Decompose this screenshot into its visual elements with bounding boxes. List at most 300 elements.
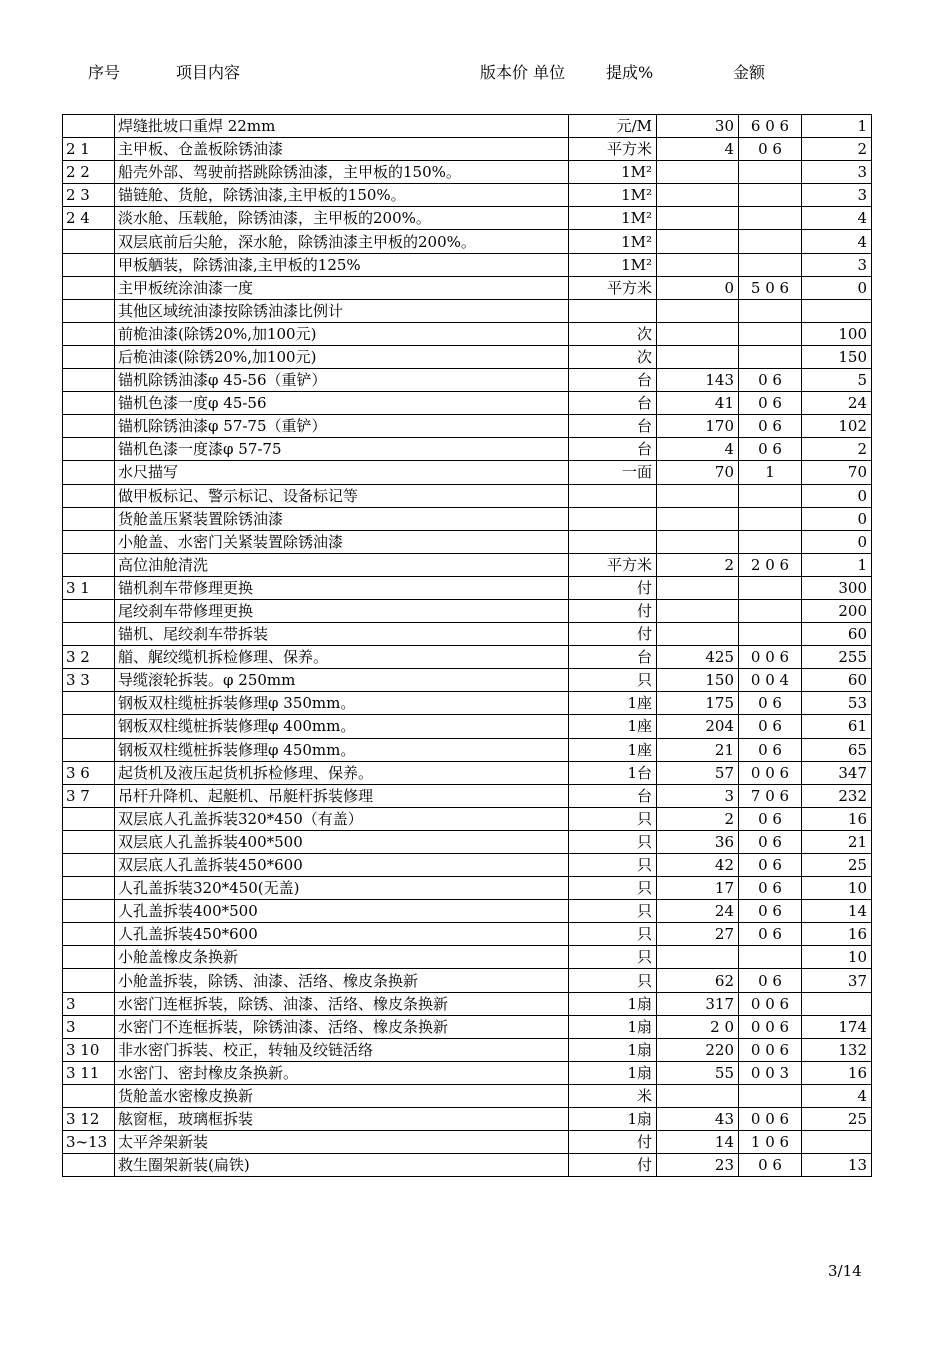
row-item: 锚机色漆一度φ 45-56 (115, 392, 569, 415)
row-amount: 65 (802, 738, 872, 761)
row-item: 人孔盖拆装400*500 (115, 900, 569, 923)
row-seq: 3 7 (63, 784, 115, 807)
row-item: 钢板双柱缆桩拆装修理φ 350mm。 (115, 692, 569, 715)
row-rate (739, 253, 802, 276)
row-rate: 0 6 (739, 854, 802, 877)
row-price (657, 576, 739, 599)
row-seq (63, 484, 115, 507)
row-item: 双层底人孔盖拆装320*450（有盖） (115, 807, 569, 830)
row-item: 高位油舱清洗 (115, 553, 569, 576)
row-amount: 102 (802, 415, 872, 438)
row-amount: 60 (802, 623, 872, 646)
row-amount: 16 (802, 1061, 872, 1084)
row-price (657, 207, 739, 230)
row-amount: 1 (802, 115, 872, 138)
row-rate: 1 0 6 (739, 1131, 802, 1154)
row-unit: 台 (569, 784, 657, 807)
row-item: 水密门连框拆装，除锈、油漆、活络、橡皮条换新 (115, 992, 569, 1015)
row-seq (63, 599, 115, 622)
row-seq (63, 438, 115, 461)
row-amount: 14 (802, 900, 872, 923)
row-unit: 1M² (569, 161, 657, 184)
row-unit: 1座 (569, 715, 657, 738)
row-price: 4 (657, 138, 739, 161)
row-rate (739, 623, 802, 646)
row-price (657, 299, 739, 322)
row-seq (63, 553, 115, 576)
row-amount: 3 (802, 184, 872, 207)
row-item: 水密门、密封橡皮条换新。 (115, 1061, 569, 1084)
row-seq: 2 3 (63, 184, 115, 207)
header-seq: 序号 (88, 63, 121, 82)
table-row (63, 438, 872, 461)
row-amount: 25 (802, 1108, 872, 1131)
row-amount: 347 (802, 761, 872, 784)
row-rate (739, 946, 802, 969)
row-unit: 米 (569, 1084, 657, 1107)
row-item: 人孔盖拆装450*600 (115, 923, 569, 946)
row-unit: 次 (569, 322, 657, 345)
row-unit: 付 (569, 576, 657, 599)
row-rate: 0 6 (739, 900, 802, 923)
row-amount (802, 992, 872, 1015)
row-amount (802, 299, 872, 322)
row-item: 起货机及液压起货机拆检修理、保养。 (115, 761, 569, 784)
row-rate (739, 299, 802, 322)
row-rate (739, 184, 802, 207)
row-item: 双层底前后尖舱，深水舱，除锈油漆主甲板的200%。 (115, 230, 569, 253)
row-price: 175 (657, 692, 739, 715)
row-unit: 只 (569, 900, 657, 923)
table-row (63, 946, 872, 969)
row-unit: 1M² (569, 184, 657, 207)
row-seq: 3 11 (63, 1061, 115, 1084)
row-seq: 3 (63, 1015, 115, 1038)
table-row (63, 161, 872, 184)
row-item: 锚机、尾绞刹车带拆装 (115, 623, 569, 646)
row-price: 150 (657, 669, 739, 692)
table-row (63, 1038, 872, 1061)
row-unit: 平方米 (569, 138, 657, 161)
row-rate: 0 6 (739, 807, 802, 830)
row-unit: 1台 (569, 761, 657, 784)
row-rate (739, 230, 802, 253)
row-seq: 3 6 (63, 761, 115, 784)
row-price: 3 (657, 784, 739, 807)
page-number: 3/14 (828, 1262, 862, 1280)
row-seq (63, 415, 115, 438)
row-unit (569, 507, 657, 530)
row-item: 水尺描写 (115, 461, 569, 484)
row-item: 小舱盖拆装，除锈、油漆、活络、橡皮条换新 (115, 969, 569, 992)
row-item: 其他区域统油漆按除锈油漆比例计 (115, 299, 569, 322)
row-price (657, 484, 739, 507)
row-price: 425 (657, 646, 739, 669)
row-amount: 16 (802, 923, 872, 946)
row-item: 导缆滚轮拆装。φ 250mm (115, 669, 569, 692)
row-seq (63, 299, 115, 322)
row-amount: 10 (802, 877, 872, 900)
table-row (63, 623, 872, 646)
row-item: 货舱盖水密橡皮换新 (115, 1084, 569, 1107)
row-rate: 1 (739, 461, 802, 484)
row-seq (63, 530, 115, 553)
row-item: 艏、艉绞缆机拆检修理、保养。 (115, 646, 569, 669)
row-seq (63, 345, 115, 368)
header-rate: 提成% (606, 63, 654, 82)
row-unit: 1扇 (569, 1061, 657, 1084)
row-amount: 3 (802, 253, 872, 276)
row-price: 62 (657, 969, 739, 992)
row-unit: 付 (569, 623, 657, 646)
row-price: 2 0 (657, 1015, 739, 1038)
row-price (657, 623, 739, 646)
table-row (63, 738, 872, 761)
row-item: 非水密门拆装、校正，转轴及绞链活络 (115, 1038, 569, 1061)
row-seq (63, 623, 115, 646)
row-amount: 13 (802, 1154, 872, 1177)
row-item: 小舱盖橡皮条换新 (115, 946, 569, 969)
row-unit: 只 (569, 807, 657, 830)
row-amount: 5 (802, 369, 872, 392)
row-item: 前桅油漆(除锈20%,加100元) (115, 322, 569, 345)
row-rate (739, 576, 802, 599)
row-rate: 0 0 6 (739, 1108, 802, 1131)
table-row (63, 830, 872, 853)
table-row (63, 345, 872, 368)
row-rate: 0 0 4 (739, 669, 802, 692)
row-price (657, 345, 739, 368)
row-unit: 1M² (569, 207, 657, 230)
row-item: 主甲板、仓盖板除锈油漆 (115, 138, 569, 161)
row-item: 双层底人孔盖拆装450*600 (115, 854, 569, 877)
row-rate (739, 1084, 802, 1107)
row-seq: 3 2 (63, 646, 115, 669)
row-unit: 平方米 (569, 553, 657, 576)
table-row (63, 1084, 872, 1107)
row-amount: 61 (802, 715, 872, 738)
row-seq (63, 507, 115, 530)
table-row (63, 484, 872, 507)
table-row (63, 669, 872, 692)
row-rate: 0 6 (739, 1154, 802, 1177)
table-row (63, 807, 872, 830)
row-item: 甲板舾装，除锈油漆,主甲板的125% (115, 253, 569, 276)
row-seq (63, 230, 115, 253)
table-row (63, 392, 872, 415)
row-seq (63, 1084, 115, 1107)
row-item: 太平斧架新装 (115, 1131, 569, 1154)
row-seq (63, 923, 115, 946)
row-seq (63, 807, 115, 830)
row-rate: 0 6 (739, 877, 802, 900)
table-row (63, 253, 872, 276)
row-price: 14 (657, 1131, 739, 1154)
table-row (63, 1131, 872, 1154)
row-seq (63, 946, 115, 969)
row-rate: 0 0 3 (739, 1061, 802, 1084)
row-amount: 60 (802, 669, 872, 692)
table-row (63, 1108, 872, 1131)
row-amount: 4 (802, 230, 872, 253)
table-row (63, 900, 872, 923)
row-unit: 付 (569, 599, 657, 622)
row-rate (739, 530, 802, 553)
row-amount: 24 (802, 392, 872, 415)
row-seq: 2 2 (63, 161, 115, 184)
row-amount: 150 (802, 345, 872, 368)
row-unit: 1座 (569, 738, 657, 761)
row-rate: 7 0 6 (739, 784, 802, 807)
row-unit: 只 (569, 946, 657, 969)
table-row (63, 854, 872, 877)
row-rate: 0 6 (739, 738, 802, 761)
row-unit: 次 (569, 345, 657, 368)
row-price (657, 161, 739, 184)
row-amount: 0 (802, 507, 872, 530)
row-item: 钢板双柱缆桩拆装修理φ 450mm。 (115, 738, 569, 761)
row-unit: 只 (569, 830, 657, 853)
header-price-unit: 版本价 单位 (480, 63, 566, 82)
row-price: 17 (657, 877, 739, 900)
row-unit: 只 (569, 854, 657, 877)
table-row (63, 576, 872, 599)
row-unit: 1扇 (569, 1108, 657, 1131)
row-item: 救生圈架新装(扁铁) (115, 1154, 569, 1177)
row-amount: 70 (802, 461, 872, 484)
row-rate: 0 6 (739, 438, 802, 461)
table-row (63, 322, 872, 345)
row-amount (802, 1131, 872, 1154)
row-rate (739, 207, 802, 230)
row-price: 27 (657, 923, 739, 946)
row-amount: 0 (802, 530, 872, 553)
table-row (63, 461, 872, 484)
table-row (63, 276, 872, 299)
header-amount: 金额 (733, 63, 766, 82)
table-row (63, 369, 872, 392)
row-item: 舷窗框，玻璃框拆装 (115, 1108, 569, 1131)
table-row (63, 646, 872, 669)
row-unit: 一面 (569, 461, 657, 484)
row-seq (63, 461, 115, 484)
row-rate: 0 6 (739, 138, 802, 161)
table-row (63, 207, 872, 230)
row-unit: 只 (569, 877, 657, 900)
row-unit: 1扇 (569, 1015, 657, 1038)
row-amount: 0 (802, 276, 872, 299)
row-unit: 1M² (569, 230, 657, 253)
row-unit: 元/M (569, 115, 657, 138)
row-amount: 3 (802, 161, 872, 184)
row-price: 23 (657, 1154, 739, 1177)
row-price: 170 (657, 415, 739, 438)
row-unit: 台 (569, 646, 657, 669)
row-unit (569, 530, 657, 553)
row-unit: 台 (569, 415, 657, 438)
row-item: 淡水舱、压载舱，除锈油漆，主甲板的200%。 (115, 207, 569, 230)
row-amount: 232 (802, 784, 872, 807)
row-price: 21 (657, 738, 739, 761)
table-row (63, 115, 872, 138)
row-seq (63, 877, 115, 900)
table-row (63, 415, 872, 438)
row-seq: 3 (63, 992, 115, 1015)
row-price: 24 (657, 900, 739, 923)
row-price (657, 530, 739, 553)
row-price: 4 (657, 438, 739, 461)
row-unit: 1扇 (569, 992, 657, 1015)
row-seq (63, 830, 115, 853)
row-price: 317 (657, 992, 739, 1015)
row-rate: 0 6 (739, 369, 802, 392)
row-unit: 只 (569, 923, 657, 946)
table-row (63, 507, 872, 530)
row-item: 人孔盖拆装320*450(无盖) (115, 877, 569, 900)
row-item: 焊缝批坡口重焊 22mm (115, 115, 569, 138)
row-rate (739, 484, 802, 507)
row-price: 57 (657, 761, 739, 784)
row-unit: 台 (569, 392, 657, 415)
row-amount: 1 (802, 553, 872, 576)
row-seq: 3 12 (63, 1108, 115, 1131)
row-rate: 0 6 (739, 830, 802, 853)
row-item: 船壳外部、驾驶前搭跳除锈油漆，主甲板的150%。 (115, 161, 569, 184)
table-row (63, 1015, 872, 1038)
row-item: 锚机除锈油漆φ 45-56（重铲） (115, 369, 569, 392)
row-amount: 2 (802, 138, 872, 161)
work-items-table (62, 114, 872, 1177)
row-unit: 只 (569, 669, 657, 692)
row-rate: 6 0 6 (739, 115, 802, 138)
row-amount: 174 (802, 1015, 872, 1038)
row-item: 锚机除锈油漆φ 57-75（重铲） (115, 415, 569, 438)
row-unit (569, 484, 657, 507)
row-seq (63, 276, 115, 299)
row-price: 220 (657, 1038, 739, 1061)
row-item: 锚链舱、货舱，除锈油漆,主甲板的150%。 (115, 184, 569, 207)
row-rate (739, 507, 802, 530)
row-price: 204 (657, 715, 739, 738)
table-row (63, 184, 872, 207)
row-rate: 0 0 6 (739, 1038, 802, 1061)
row-item: 小舱盖、水密门关紧装置除锈油漆 (115, 530, 569, 553)
row-seq (63, 692, 115, 715)
table-row (63, 992, 872, 1015)
row-price: 2 (657, 807, 739, 830)
row-rate: 0 0 6 (739, 646, 802, 669)
row-price: 42 (657, 854, 739, 877)
row-price (657, 322, 739, 345)
row-item: 钢板双柱缆桩拆装修理φ 400mm。 (115, 715, 569, 738)
row-seq (63, 969, 115, 992)
row-seq (63, 900, 115, 923)
row-seq (63, 854, 115, 877)
row-amount: 25 (802, 854, 872, 877)
row-rate (739, 322, 802, 345)
row-unit: 1M² (569, 253, 657, 276)
row-amount: 4 (802, 1084, 872, 1107)
row-amount: 53 (802, 692, 872, 715)
row-item: 锚机色漆一度漆φ 57-75 (115, 438, 569, 461)
row-seq (63, 253, 115, 276)
table-row (63, 784, 872, 807)
row-rate: 0 6 (739, 392, 802, 415)
table-row (63, 692, 872, 715)
table-row (63, 530, 872, 553)
row-unit: 付 (569, 1154, 657, 1177)
row-amount: 255 (802, 646, 872, 669)
row-unit: 台 (569, 438, 657, 461)
row-seq (63, 1154, 115, 1177)
row-amount: 200 (802, 599, 872, 622)
row-seq (63, 392, 115, 415)
table-row (63, 761, 872, 784)
row-price: 2 (657, 553, 739, 576)
row-item: 吊杆升降机、起艇机、吊艇杆拆装修理 (115, 784, 569, 807)
row-seq: 3~13 (63, 1131, 115, 1154)
row-item: 尾绞刹车带修理更换 (115, 599, 569, 622)
row-seq (63, 738, 115, 761)
row-price (657, 184, 739, 207)
table-row (63, 553, 872, 576)
table-row (63, 138, 872, 161)
row-rate (739, 345, 802, 368)
row-price (657, 946, 739, 969)
table-row (63, 1154, 872, 1177)
row-amount: 300 (802, 576, 872, 599)
table-row (63, 599, 872, 622)
row-item: 双层底人孔盖拆装400*500 (115, 830, 569, 853)
row-price: 36 (657, 830, 739, 853)
table-row (63, 923, 872, 946)
row-rate: 0 6 (739, 692, 802, 715)
row-amount: 4 (802, 207, 872, 230)
row-unit: 只 (569, 969, 657, 992)
row-item: 货舱盖压紧装置除锈油漆 (115, 507, 569, 530)
row-price: 0 (657, 276, 739, 299)
row-seq: 2 4 (63, 207, 115, 230)
row-price (657, 507, 739, 530)
row-rate: 0 0 6 (739, 992, 802, 1015)
row-rate (739, 599, 802, 622)
row-item: 水密门不连框拆装，除锈油漆、活络、橡皮条换新 (115, 1015, 569, 1038)
row-rate (739, 161, 802, 184)
row-amount: 21 (802, 830, 872, 853)
row-seq: 3 3 (63, 669, 115, 692)
row-rate: 5 0 6 (739, 276, 802, 299)
row-unit: 平方米 (569, 276, 657, 299)
row-price (657, 599, 739, 622)
row-seq (63, 369, 115, 392)
row-seq (63, 115, 115, 138)
row-unit (569, 299, 657, 322)
header-item: 项目内容 (176, 63, 241, 82)
row-amount: 16 (802, 807, 872, 830)
row-price: 30 (657, 115, 739, 138)
row-seq (63, 322, 115, 345)
row-unit: 1扇 (569, 1038, 657, 1061)
row-item: 做甲板标记、警示标记、设备标记等 (115, 484, 569, 507)
row-seq: 3 10 (63, 1038, 115, 1061)
row-price (657, 230, 739, 253)
table-row (63, 230, 872, 253)
row-amount: 132 (802, 1038, 872, 1061)
row-item: 后桅油漆(除锈20%,加100元) (115, 345, 569, 368)
row-item: 主甲板统涂油漆一度 (115, 276, 569, 299)
row-price (657, 1084, 739, 1107)
row-price: 70 (657, 461, 739, 484)
